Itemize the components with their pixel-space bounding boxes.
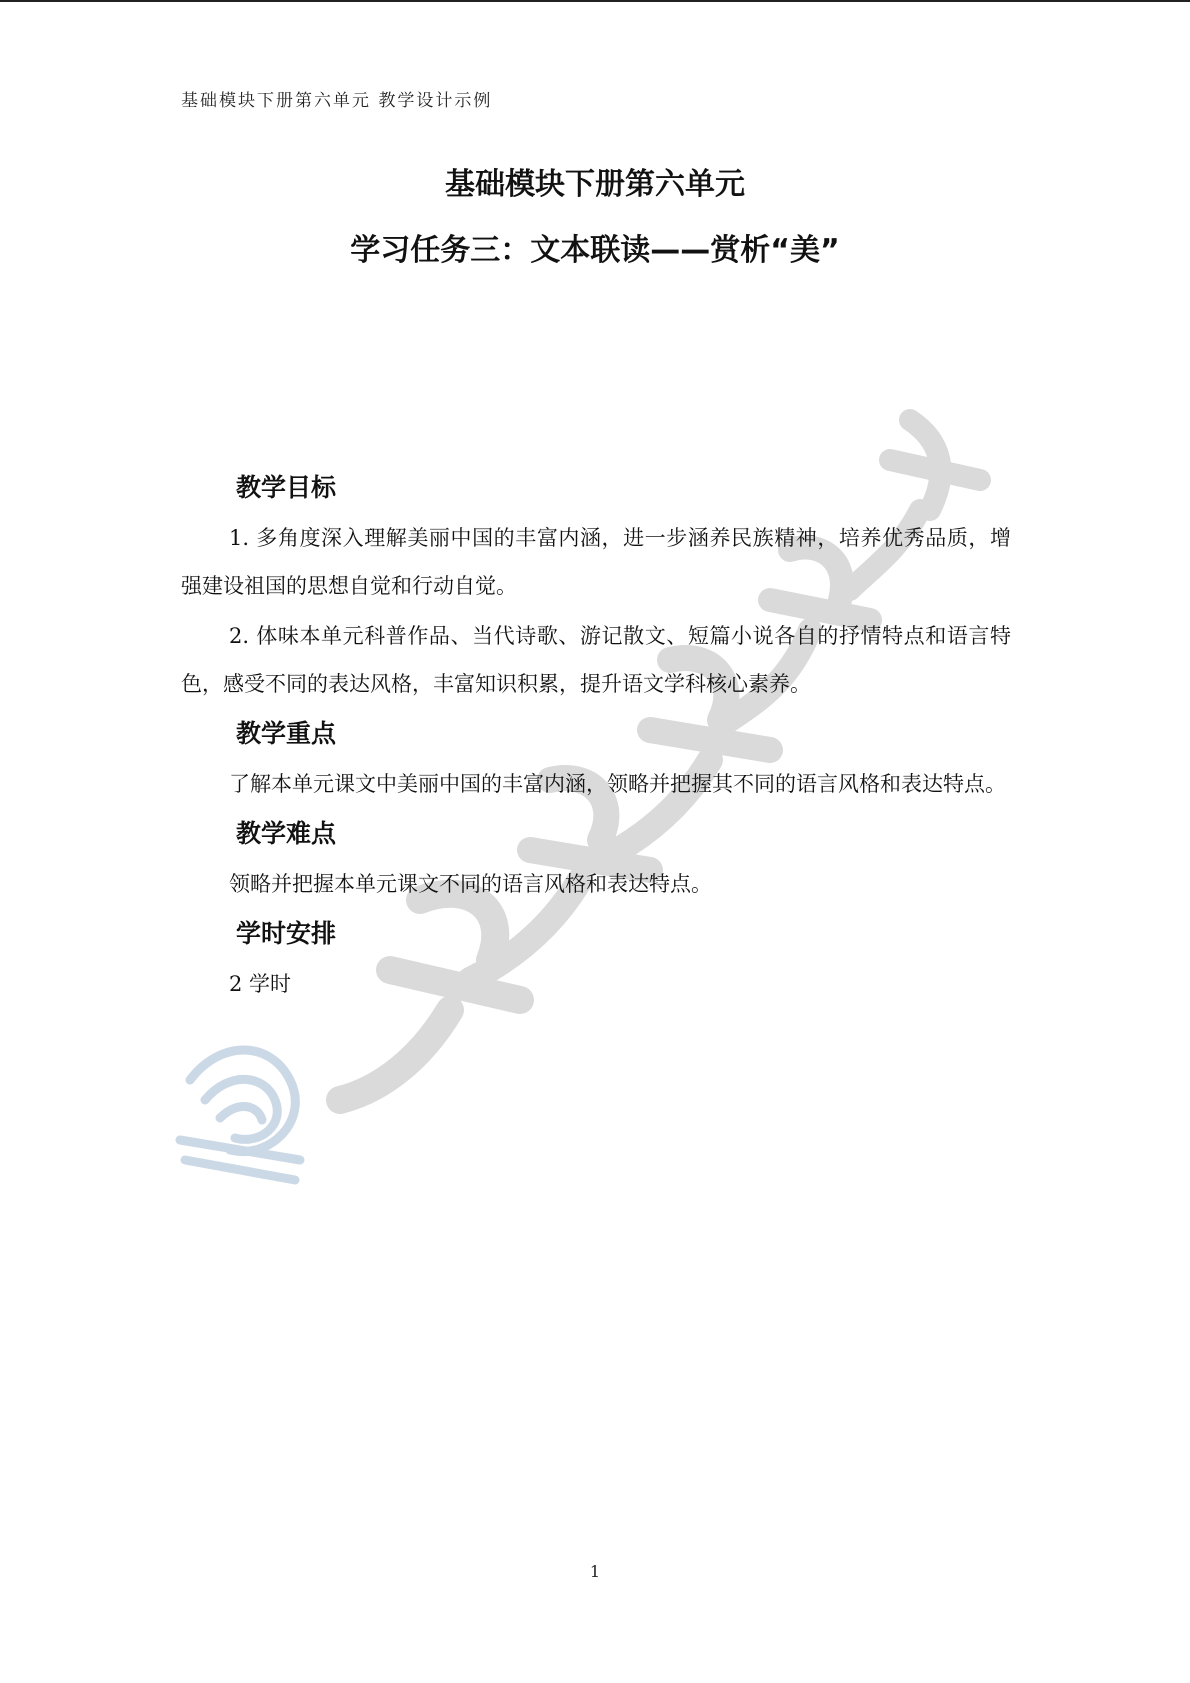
title-line-1: 基础模块下册第六单元 — [445, 167, 745, 202]
objective-item-1: 1. 多角度深入理解美丽中国的丰富内涵，进一步涵养民族精神，培养优秀品质，增强建设祖国的思想自觉和行动自觉。 — [181, 526, 1011, 598]
objectives-heading: 教学目标 — [236, 473, 337, 502]
schedule-text: 2 学时 — [229, 972, 292, 996]
key-points-heading: 教学重点 — [236, 719, 337, 748]
difficulties-text: 领略并把握本单元课文不同的语言风格和表达特点。 — [229, 872, 712, 896]
key-points-text: 了解本单元课文中美丽中国的丰富内涵，领略并把握其不同的语言风格和表达特点。 — [229, 772, 1006, 796]
main-content — [181, 462, 1011, 1008]
title-line-2: 学习任务三：文本联读——赏析“美” — [350, 233, 840, 268]
document-title — [0, 152, 1190, 284]
top-border-line — [0, 0, 1190, 2]
objective-item-2: 2. 体味本单元科普作品、当代诗歌、游记散文、短篇小说各自的抒情特点和语言特色，感受不同的表达风格，丰富知识积累，提升语文学科核心素养。 — [181, 624, 1011, 696]
schedule-heading: 学时安排 — [236, 919, 337, 948]
page-number: 1 — [589, 1562, 601, 1581]
running-header: 基础模块下册第六单元 教学设计示例 — [181, 91, 493, 111]
difficulties-heading: 教学难点 — [236, 819, 337, 848]
